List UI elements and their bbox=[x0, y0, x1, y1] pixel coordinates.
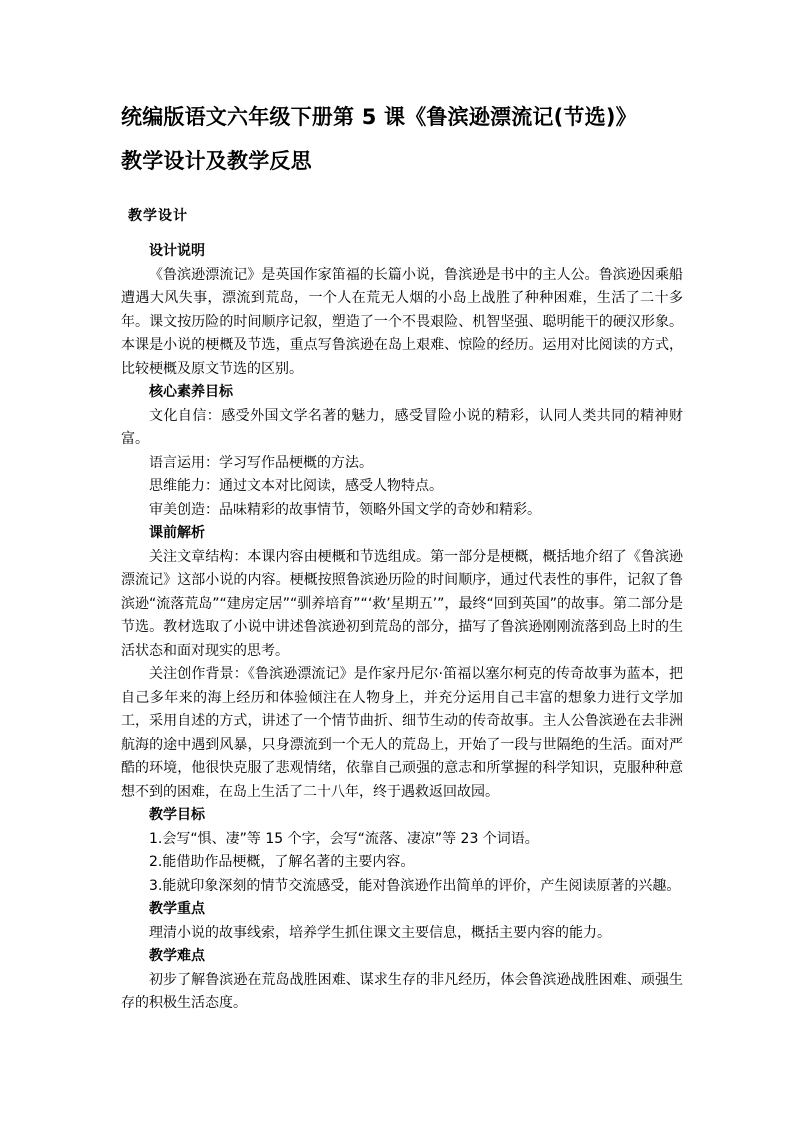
paragraph: 关注文章结构：本课内容由梗概和节选组成。第一部分是梗概，概括地介绍了《鲁滨逊漂流记》这部小说的内容。梗概按照鲁滨逊历险的时间顺序，通过代表性的事件，记叙了鲁滨逊“流落荒岛”“建房定居”“驯养培育”“‘救’星期五’”，最终“回到英国”的故事。第二部分是节选。教材选取了小说中讲述鲁滨逊初到荒岛的部分，描写了鲁滨逊刚刚流落到岛上时的生活状态和面对现实的思考。 bbox=[121, 548, 683, 659]
paragraph: 1.会写“惧、凄”等 15 个字，会写“流落、凄凉”等 23 个词语。 bbox=[149, 830, 539, 847]
subheading: 核心素养目标 bbox=[149, 384, 233, 400]
paragraph: 3.能就印象深刻的情节交流感受，能对鲁滨逊作出简单的评价，产生阅读原著的兴趣。 bbox=[149, 877, 681, 894]
section-heading: 教学设计 bbox=[128, 208, 188, 224]
subheading: 教学目标 bbox=[149, 807, 205, 823]
document-title-line1: 统编版语文六年级下册第 5 课《鲁滨逊漂流记(节选)》 bbox=[121, 105, 637, 129]
paragraph: 语言运用：学习写作品梗概的方法。 bbox=[149, 454, 373, 471]
paragraph: 文化自信：感受外国文学名著的魅力，感受冒险小说的精彩，认同人类共同的精神财富。 bbox=[121, 407, 683, 447]
subheading: 设计说明 bbox=[149, 243, 205, 259]
document-body bbox=[121, 240, 683, 1016]
subheading: 教学难点 bbox=[149, 948, 205, 964]
paragraph: 理清小说的故事线索，培养学生抓住课文主要信息，概括主要内容的能力。 bbox=[149, 924, 611, 941]
subheading: 课前解析 bbox=[149, 525, 205, 541]
subheading: 教学重点 bbox=[149, 901, 205, 917]
paragraph: 初步了解鲁滨逊在荒岛战胜困难、谋求生存的非凡经历，体会鲁滨逊战胜困难、顽强生存的积极生活态度。 bbox=[121, 971, 683, 1011]
paragraph: 《鲁滨逊漂流记》是英国作家笛福的长篇小说，鲁滨逊是书中的主人公。鲁滨逊因乘船遭遇大风失事，漂流到荒岛，一个人在荒无人烟的小岛上战胜了种种困难，生活了二十多年。课文按历险的时间顺序记叙，塑造了一个不畏艰险、机智坚强、聪明能干的硬汉形象。本课是小说的梗概及节选，重点写鲁滨逊在岛上艰难、惊险的经历。运用对比阅读的方式，比较梗概及原文节选的区别。 bbox=[121, 266, 683, 377]
document-title-line2: 教学设计及教学反思 bbox=[121, 149, 312, 173]
paragraph: 2.能借助作品梗概，了解名著的主要内容。 bbox=[149, 854, 415, 870]
paragraph: 思维能力：通过文本对比阅读，感受人物特点。 bbox=[149, 478, 443, 494]
paragraph: 关注创作背景：《鲁滨逊漂流记》是作家丹尼尔·笛福以塞尔柯克的传奇故事为蓝本，把自己多年来的海上经历和体验倾注在人物身上，并充分运用自己丰富的想象力进行文学加工，采用自述的方式，讲述了一个情节曲折、细节生动的传奇故事。主人公鲁滨逊在去非洲航海的途中遇到风暴，只身漂流到一个无人的荒岛上，开始了一段与世隔绝的生活。面对严酷的环境，他很快克服了悲观情绪，依靠自己顽强的意志和所掌握的科学知识，克服种种意想不到的困难，在岛上生活了二十八年，终于遇救返回故园。 bbox=[121, 666, 683, 800]
paragraph: 审美创造：品味精彩的故事情节，领略外国文学的奇妙和精彩。 bbox=[149, 501, 541, 518]
